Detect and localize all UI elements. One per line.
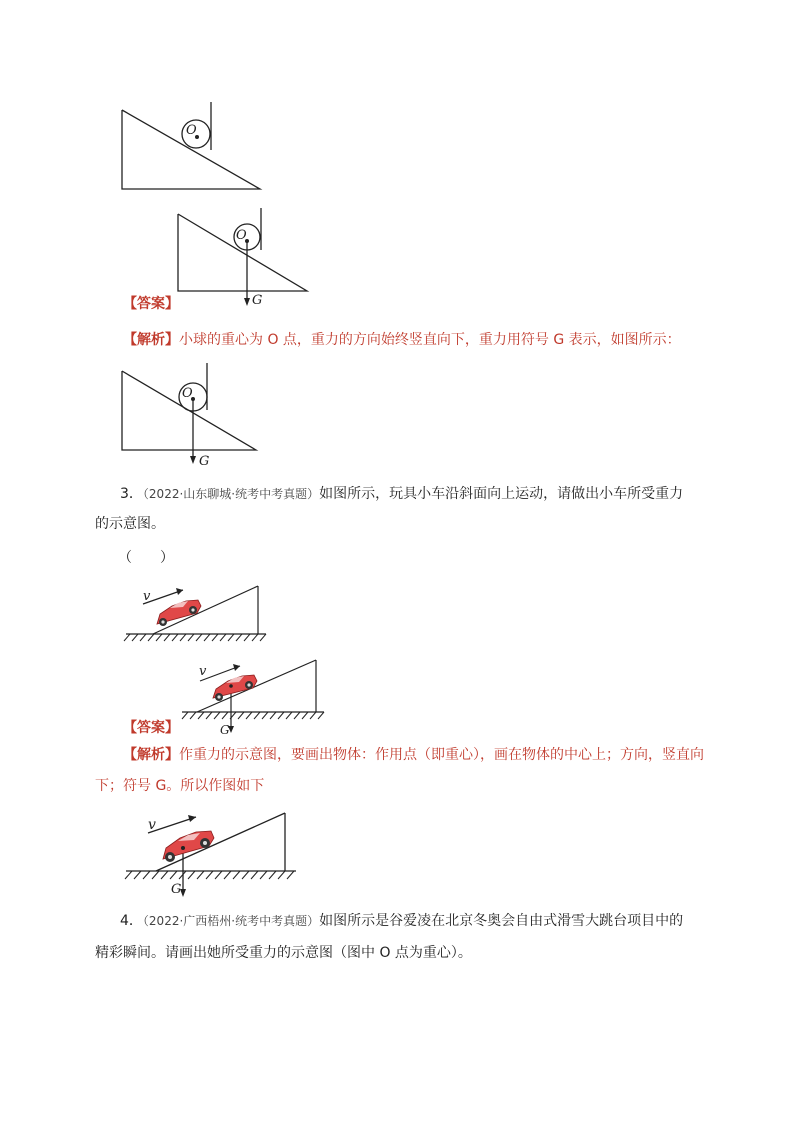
q3-analysis-label: 【解析】	[123, 747, 179, 763]
q4-text-line1: 如图所示是谷爱凌在北京冬奥会自由式滑雪大跳台项目中的	[319, 913, 684, 929]
q3-analysis-line1: 作重力的示意图，要画出物体：作用点（即重心），画在物体的中心上；方向，竖直向	[179, 747, 704, 763]
q2-label-g-2: G	[252, 293, 263, 308]
q3-analysis-line2: 下；符号 G。所以作图如下	[95, 778, 265, 794]
q3-number: 3．	[120, 486, 143, 502]
q3-source: （2022·山东聊城·统考中考真题）	[142, 487, 320, 501]
q3-label-g-3: G	[171, 882, 182, 897]
q3-label-v-1: v	[143, 589, 151, 604]
q3-label-g-2: G	[220, 723, 230, 737]
q3-label-v-3: v	[148, 817, 156, 833]
q3-car-3	[163, 831, 214, 862]
q3-blank: （ ）	[118, 550, 174, 566]
q4-number: 4．	[120, 913, 143, 929]
q2-label-g-3: G	[199, 454, 210, 469]
q3-answer-label: 【答案】	[123, 720, 179, 736]
q4-text-line2: 精彩瞬间。请画出她所受重力的示意图（图中 O 点为重心）。	[95, 945, 472, 961]
q2-label-o-3: O	[182, 386, 193, 401]
q2-label-o-2: O	[236, 228, 247, 243]
q3-text-line1: 如图所示，玩具小车沿斜面向上运动，请做出小车所受重力	[319, 486, 684, 502]
q2-label-o-1: O	[186, 123, 197, 138]
q2-analysis-label: 【解析】	[123, 332, 179, 348]
q2-answer-label: 【答案】	[123, 296, 179, 312]
q2-analysis-text: 小球的重心为 O 点，重力的方向始终竖直向下，重力用符号 G 表示，如图所示：	[179, 332, 681, 348]
q4-source: （2022·广西梧州·统考中考真题）	[142, 914, 320, 928]
q3-text-line2: 的示意图。	[95, 516, 165, 532]
q3-label-v-2: v	[199, 664, 207, 679]
